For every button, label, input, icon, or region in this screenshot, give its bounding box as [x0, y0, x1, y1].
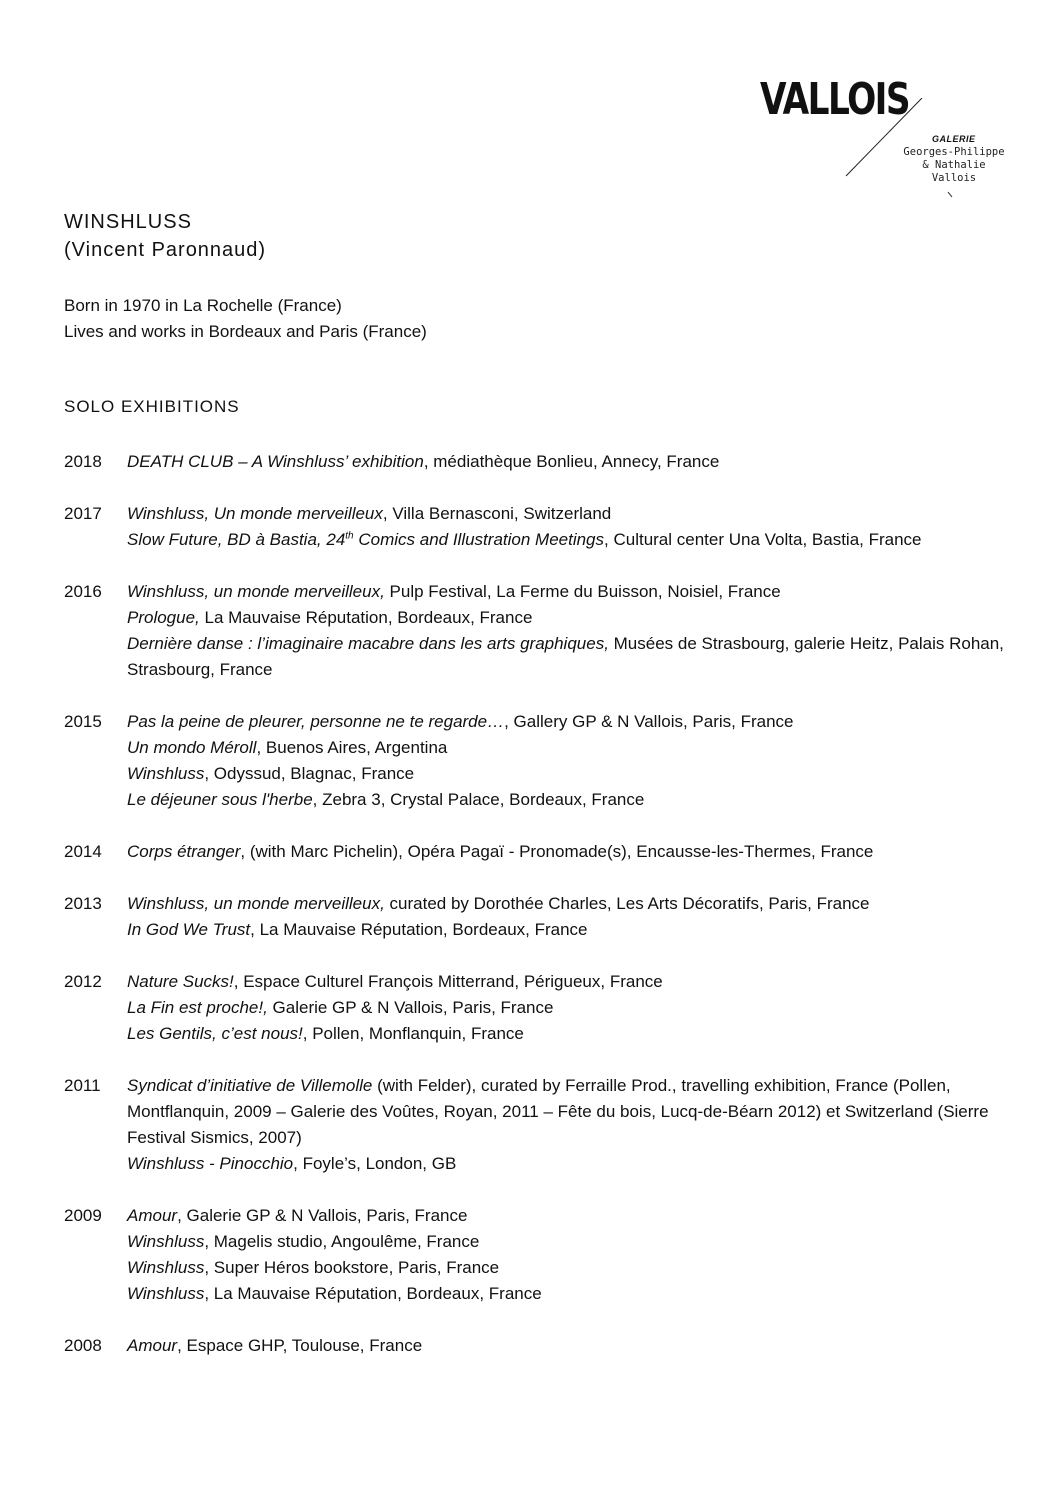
exhibition-title: Un mondo Méroll — [127, 738, 257, 757]
exhibition-year: 2013 — [64, 894, 102, 913]
exhibition-venue: , Gallery GP & N Vallois, Paris, France — [504, 712, 794, 731]
exhibition-year: 2016 — [64, 582, 102, 601]
exhibition-title: Les Gentils, c’est nous! — [127, 1024, 303, 1043]
exhibition-venue: Musées de Strasbourg, galerie Heitz, Palais Rohan, Strasbourg, France — [127, 634, 1004, 679]
exhibition-title: Winshluss — [127, 1284, 205, 1303]
exhibition-title: Winshluss — [127, 1232, 205, 1251]
exhibition-venue: curated by Dorothée Charles, Les Arts Décoratifs, Paris, France — [384, 894, 870, 913]
exhibition-title: Pas la peine de pleurer, personne ne te regarde… — [127, 712, 505, 731]
exhibition-year-entry — [64, 1333, 1004, 1359]
exhibition-lines — [127, 1333, 1004, 1359]
logo-name-line: & Nathalie — [922, 159, 986, 171]
exhibition-venue: , Galerie GP & N Vallois, Paris, France — [177, 1206, 468, 1225]
exhibition-lines — [127, 709, 1004, 813]
exhibition-venue: , Zebra 3, Crystal Palace, Bordeaux, France — [312, 790, 645, 809]
exhibition-lines — [127, 891, 1004, 943]
exhibition-venue: , La Mauvaise Réputation, Bordeaux, France — [204, 1284, 542, 1303]
exhibition-title: Amour — [127, 1206, 178, 1225]
exhibition-venue: Galerie GP & N Vallois, Paris, France — [267, 998, 554, 1017]
artist-name: WINSHLUSS — [64, 211, 192, 233]
exhibition-item — [127, 1203, 1004, 1229]
exhibition-venue: , Magelis studio, Angoulême, France — [204, 1232, 480, 1251]
exhibition-lines — [127, 1073, 1004, 1177]
exhibition-item — [127, 917, 1004, 943]
exhibition-title-continued: Comics and Illustration Meetings — [353, 530, 605, 549]
exhibition-title: DEATH CLUB – A Winshluss’ exhibition — [127, 452, 424, 471]
exhibition-item — [127, 1281, 1004, 1307]
exhibition-venue: , Pollen, Monflanquin, France — [302, 1024, 524, 1043]
exhibition-item — [127, 605, 1004, 631]
exhibition-venue: , Espace GHP, Toulouse, France — [177, 1336, 423, 1355]
gallery-logo — [760, 74, 1030, 208]
exhibition-year-entry — [64, 969, 1004, 1047]
exhibition-item — [127, 1333, 1004, 1359]
exhibition-title: Syndicat d’initiative de Villemolle — [127, 1076, 373, 1095]
exhibition-lines — [127, 839, 1004, 865]
exhibition-lines — [127, 501, 1004, 553]
exhibition-venue: , Odyssud, Blagnac, France — [204, 764, 415, 783]
exhibition-title: La Fin est proche!, — [127, 998, 268, 1017]
exhibition-item — [127, 449, 1004, 475]
exhibition-item — [127, 527, 1004, 553]
exhibition-item — [127, 1021, 1004, 1047]
exhibition-year-entry — [64, 579, 1004, 683]
exhibition-title: Winshluss — [127, 764, 205, 783]
exhibition-item — [127, 1151, 1004, 1177]
exhibition-lines — [127, 1203, 1004, 1307]
exhibition-title: Amour — [127, 1336, 178, 1355]
exhibition-item — [127, 969, 1004, 995]
exhibition-lines — [127, 579, 1004, 683]
exhibition-title: Corps étranger — [127, 842, 241, 861]
exhibition-year: 2012 — [64, 972, 102, 991]
exhibition-year-entry — [64, 449, 1004, 475]
exhibition-year: 2015 — [64, 712, 102, 731]
exhibition-lines — [127, 449, 1004, 475]
exhibition-venue: , Foyle’s, London, GB — [293, 1154, 457, 1173]
exhibition-item — [127, 579, 1004, 605]
logo-wordmark: VALLOIS — [760, 74, 910, 125]
logo-gallerist-names — [898, 146, 1010, 185]
logo-name-line: Vallois — [931, 172, 977, 184]
exhibition-list — [64, 449, 1004, 1385]
exhibition-item — [127, 501, 1004, 527]
exhibition-venue: , Super Héros bookstore, Paris, France — [204, 1258, 500, 1277]
exhibition-venue: , Buenos Aires, Argentina — [256, 738, 448, 757]
exhibition-lines — [127, 969, 1004, 1047]
exhibition-year: 2008 — [64, 1336, 102, 1355]
exhibition-venue: , Villa Bernasconi, Switzerland — [382, 504, 612, 523]
exhibition-venue: , (with Marc Pichelin), Opéra Pagaï - Pronomade(s), Encausse-les-Thermes, France — [240, 842, 874, 861]
exhibition-title: Slow Future, BD à Bastia, 24 — [127, 530, 346, 549]
exhibition-venue: , La Mauvaise Réputation, Bordeaux, France — [250, 920, 588, 939]
exhibition-venue: Pulp Festival, La Ferme du Buisson, Noisiel, France — [384, 582, 781, 601]
exhibition-venue: , médiathèque Bonlieu, Annecy, France — [423, 452, 720, 471]
exhibition-title: Winshluss, Un monde merveilleux — [127, 504, 383, 523]
exhibition-venue: , Cultural center Una Volta, Bastia, France — [604, 530, 922, 549]
exhibition-item — [127, 839, 1004, 865]
exhibition-item — [127, 1255, 1004, 1281]
exhibition-item — [127, 709, 1004, 735]
exhibition-item — [127, 995, 1004, 1021]
exhibition-title: Le déjeuner sous l'herbe — [127, 790, 313, 809]
exhibition-year: 2014 — [64, 842, 102, 861]
exhibition-year: 2011 — [64, 1076, 101, 1095]
exhibition-title: In God We Trust — [127, 920, 251, 939]
exhibition-title: Nature Sucks! — [127, 972, 234, 991]
exhibition-title: Winshluss — [127, 1258, 205, 1277]
exhibition-venue: (with Felder), curated by Ferraille Prod., travelling exhibition, France (Pollen, Montflanquin, 2009 – Galerie des Voûtes, Royan, 2011 – Fête du bois, Lucq-de-Béarn 2012) et Switzerland (Sierre Festival Sismics, 2007) — [127, 1076, 989, 1147]
exhibition-year-entry — [64, 891, 1004, 943]
artist-bio — [64, 293, 427, 345]
artist-real-name: (Vincent Paronnaud) — [64, 239, 267, 261]
exhibition-title-superscript: th — [345, 530, 354, 542]
exhibition-year-entry — [64, 501, 1004, 553]
logo-name-line: Georges-Philippe — [903, 146, 1005, 158]
exhibition-year: 2017 — [64, 504, 102, 523]
artist-heading — [64, 208, 266, 264]
exhibition-item — [127, 787, 1004, 813]
exhibition-title: Winshluss, un monde merveilleux, — [127, 894, 385, 913]
bio-born: Born in 1970 in La Rochelle (France) — [64, 296, 342, 315]
exhibition-item — [127, 891, 1004, 917]
exhibition-title: Prologue, — [127, 608, 200, 627]
exhibition-item — [127, 1073, 1004, 1151]
exhibition-venue: La Mauvaise Réputation, Bordeaux, France — [199, 608, 533, 627]
exhibition-year-entry — [64, 1073, 1004, 1177]
section-title: SOLO EXHIBITIONS — [64, 397, 240, 416]
bio-lives: Lives and works in Bordeaux and Paris (France) — [64, 322, 427, 341]
exhibition-item — [127, 631, 1004, 683]
exhibition-year-entry — [64, 839, 1004, 865]
exhibition-item — [127, 735, 1004, 761]
exhibition-item — [127, 761, 1004, 787]
exhibition-title: Dernière danse : l’imaginaire macabre dans les arts graphiques, — [127, 634, 609, 653]
exhibition-year-entry — [64, 709, 1004, 813]
exhibition-year: 2018 — [64, 452, 102, 471]
logo-galerie-label: GALERIE — [932, 134, 976, 144]
exhibition-venue: , Espace Culturel François Mitterrand, Périgueux, France — [233, 972, 663, 991]
exhibition-title: Winshluss - Pinocchio — [127, 1154, 294, 1173]
exhibition-item — [127, 1229, 1004, 1255]
exhibition-year: 2009 — [64, 1206, 102, 1225]
exhibition-year-entry — [64, 1203, 1004, 1307]
exhibition-title: Winshluss, un monde merveilleux, — [127, 582, 385, 601]
